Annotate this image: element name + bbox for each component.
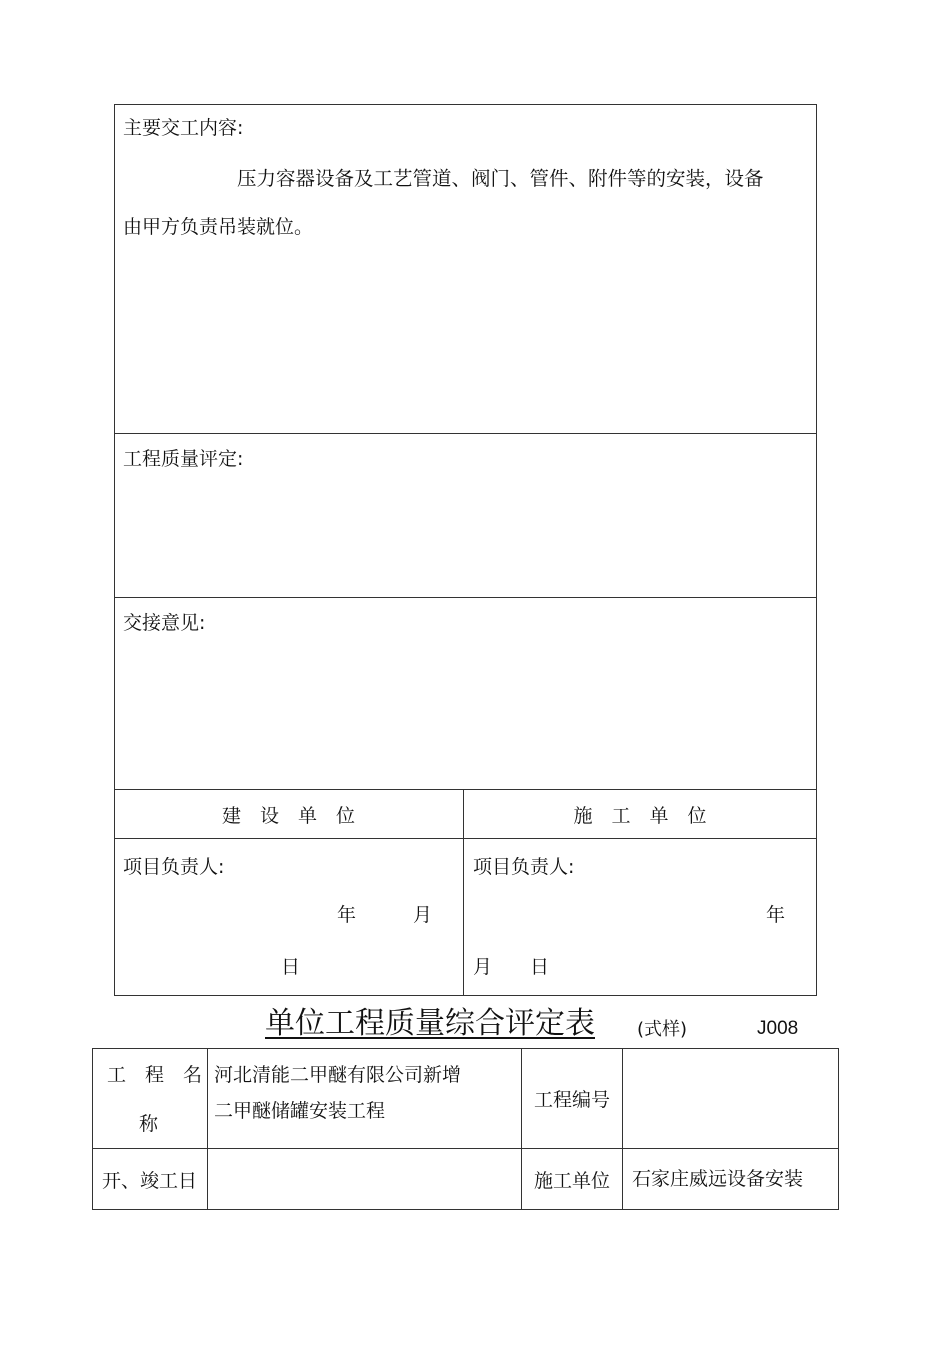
project-no-value [623,1049,839,1148]
project-name-label-line2: 称 [139,1113,159,1135]
contractor-person-label: 项目负责人: [473,856,575,878]
contractor-unit-header: 施 工 单 位 [573,804,707,827]
divider-quality-opinion [114,597,817,598]
owner-unit-header: 建 设 单 位 [221,804,355,827]
form-title: 单位工程质量综合评定表 [265,1006,595,1041]
divider-signature-headers [114,838,817,839]
form-note: (式样) [637,1019,688,1040]
dates-label: 开、竣工日 [101,1170,197,1192]
contractor-value: 石家庄威远设备安装 [632,1168,804,1190]
project-no-label: 工程编号 [533,1089,610,1111]
divider-content-quality [114,433,817,434]
form-code: J008 [757,1018,799,1039]
owner-day: 日 [281,956,301,978]
project-name-label-line1: 工 程 名 [107,1064,203,1086]
contractor-year: 年 [766,904,786,926]
project-name-line2: 二甲醚储罐安装工程 [214,1100,386,1122]
contractor-month-day: 月 日 [473,956,550,978]
owner-person-label: 项目负责人: [123,856,225,878]
project-name-line1: 河北清能二甲醚有限公司新增 [214,1064,462,1086]
quality-label: 工程质量评定: [123,448,244,470]
content-line-2: 由甲方负责吊装就位。 [123,216,314,238]
opinion-label: 交接意见: [123,612,206,634]
contractor-label: 施工单位 [533,1170,610,1192]
dates-value [208,1149,521,1210]
content-line-1: 压力容器设备及工艺管道、阀门、管件、附件等的安装，设备 [237,167,764,190]
owner-year-month: 年 月 [337,904,433,926]
content-label: 主要交工内容: [123,117,244,139]
